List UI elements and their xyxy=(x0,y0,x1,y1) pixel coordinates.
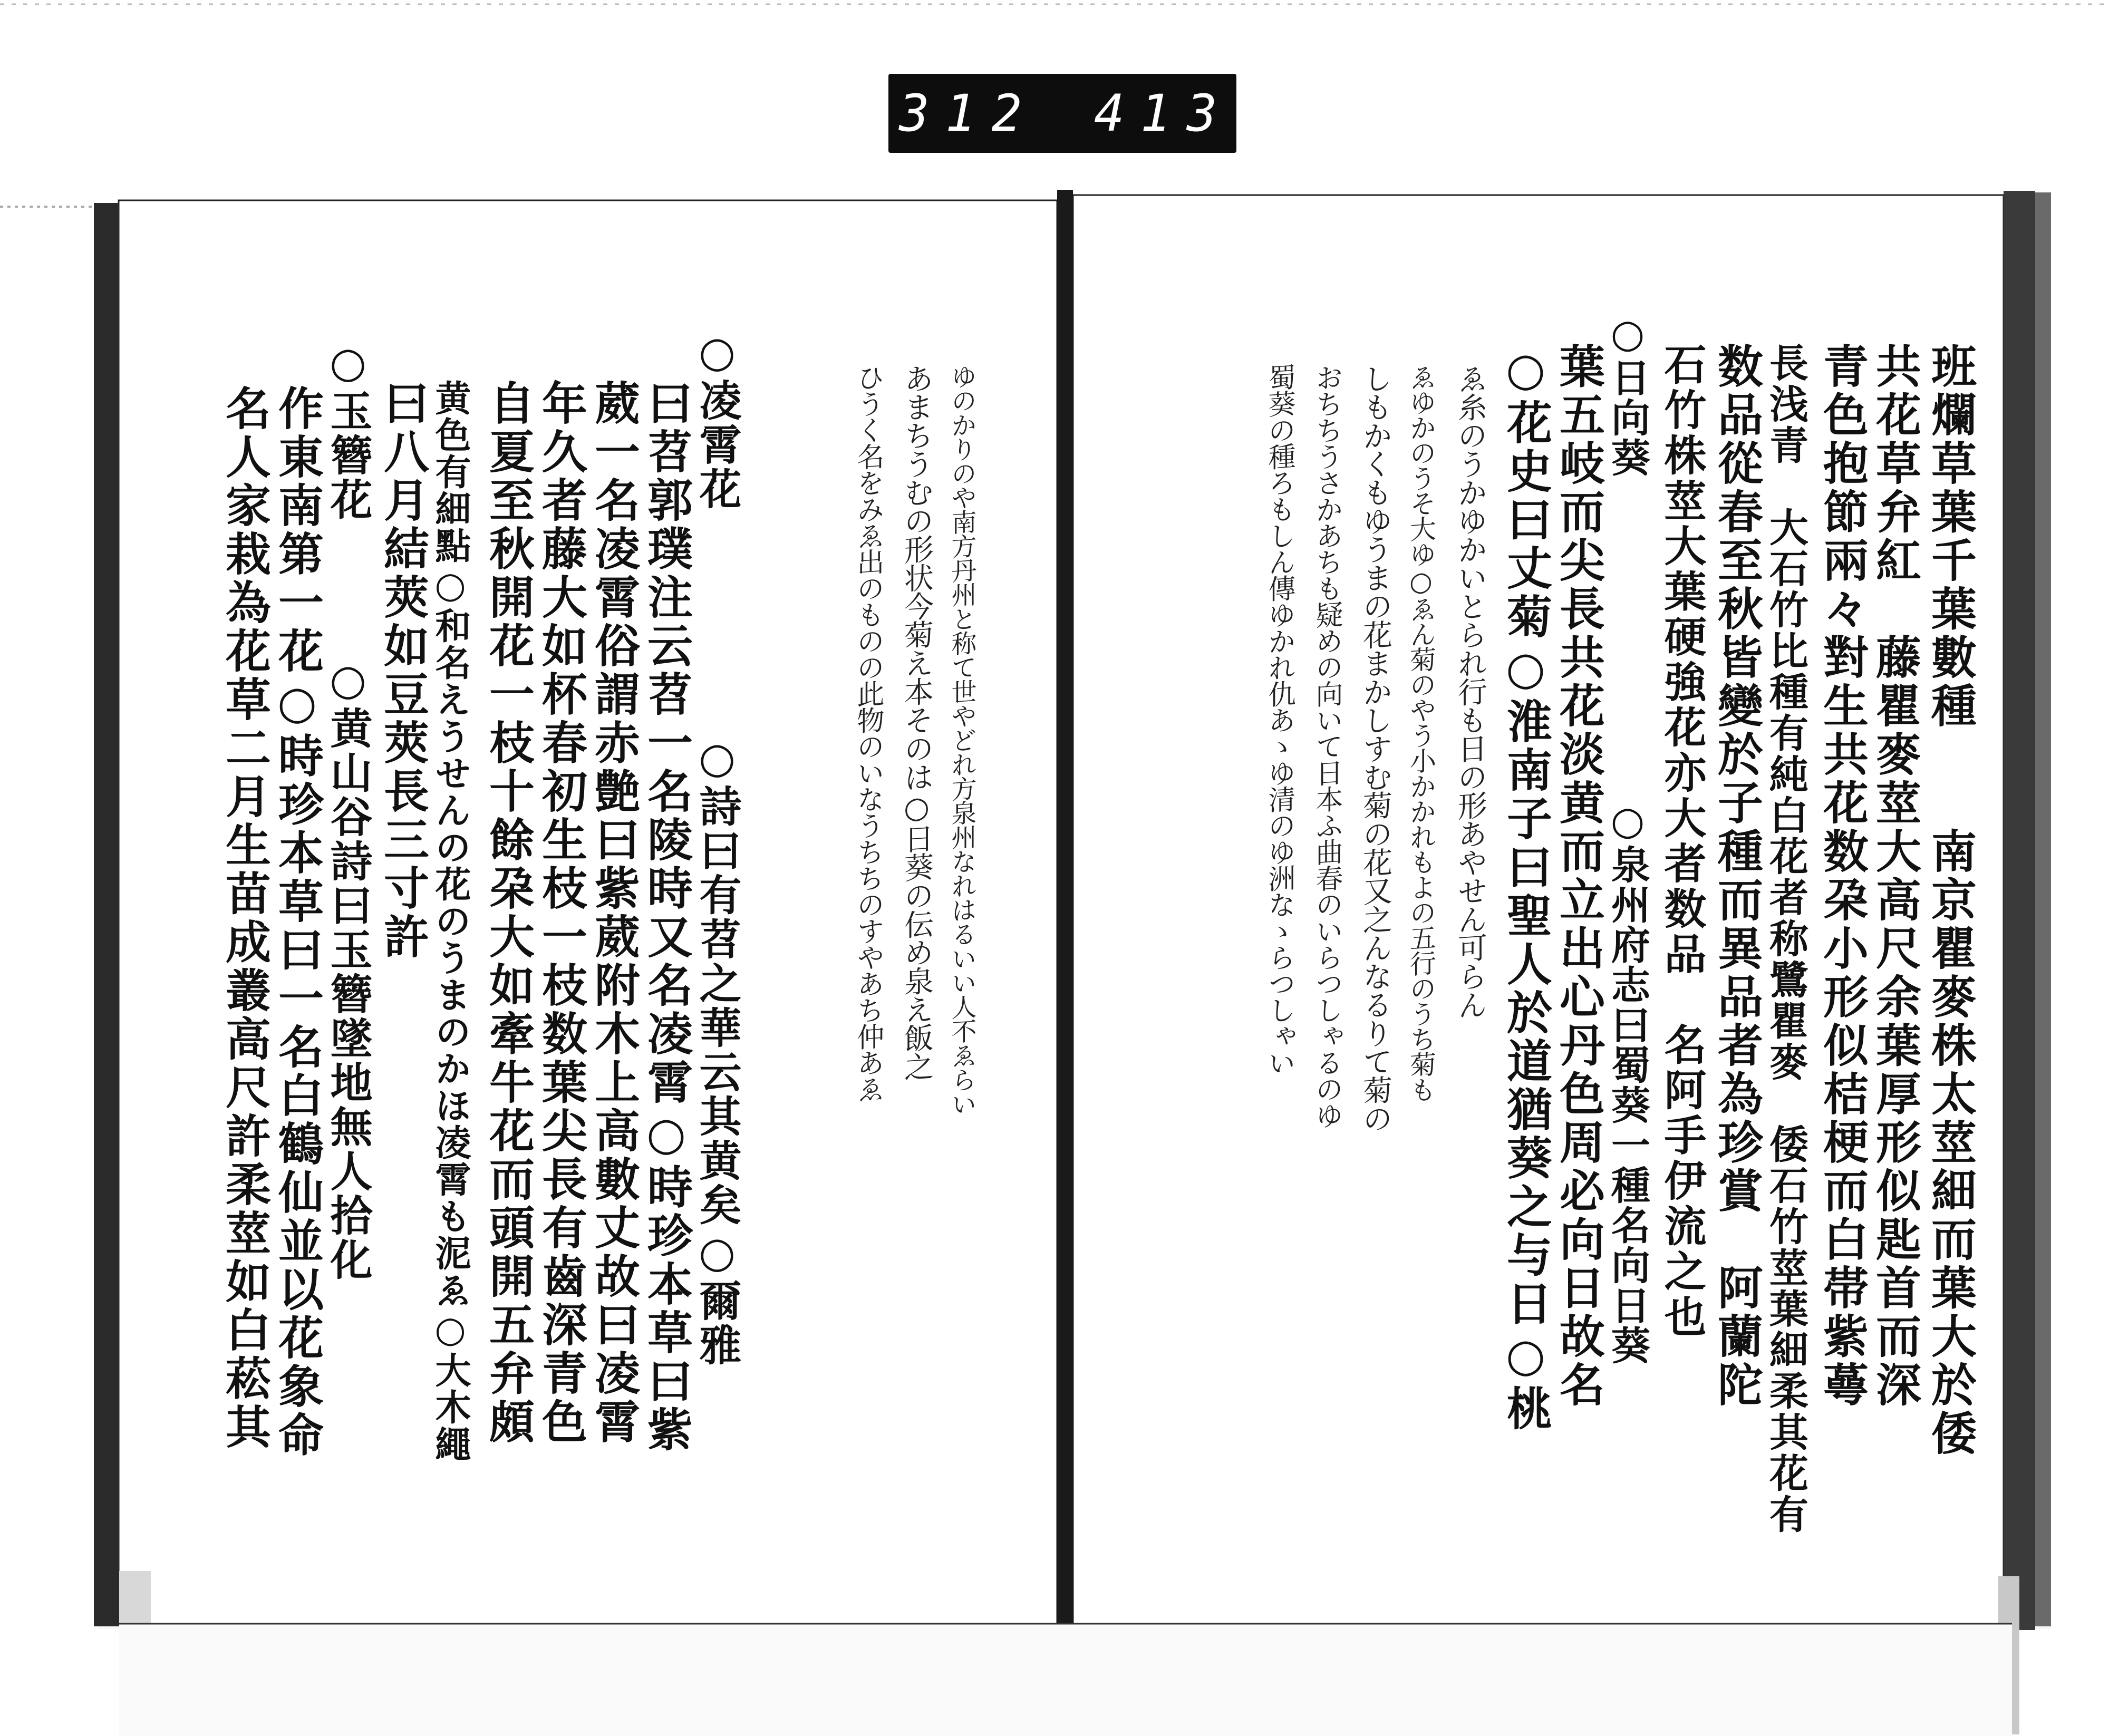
text-column: 葳一名凌霄俗謂赤艶曰紫葳附木上高數丈故曰凌霄 xyxy=(587,380,640,1447)
script-column: 蜀葵の種ろもしん傳ゆかれ仇あゝゆ清のゆ洲なゝらつしゃい xyxy=(1263,362,1295,1077)
script-column: ゑゆかのうそ大ゆ○ゑん菊のやう小かかれもよの五行のうち菊も xyxy=(1406,362,1436,1103)
text-column: 曰八月結莢如豆莢長三寸許 xyxy=(376,380,429,962)
text-column: 自夏至秋開花一枝十餘朶大如牽牛花而頭開五弁頗 xyxy=(481,380,535,1447)
text-column: 長浅青 大石竹比種有純白花者称鷺瞿麥 倭石竹莖葉細柔其花有 xyxy=(1763,343,1808,1535)
text-column: ○玉簪花 ○黄山谷詩曰玉簪墜地無人拾化 xyxy=(323,337,373,1282)
text-column: 数品從春至秋皆變於子種而異品者為珍賞 阿蘭陀 xyxy=(1710,343,1763,1410)
left-page-text xyxy=(137,206,1044,1618)
script-column: あまちうむの形状今菊え本そのは○日葵の伝め泉え飯之 xyxy=(899,362,934,1082)
left-page-number: 312 xyxy=(899,84,1038,143)
script-column: しもかくもゆうまの花まかしすむ菊の花又之んなるりて菊の xyxy=(1358,362,1392,1134)
script-column: ひうく名をみゑ出のものの此物のいなうちちのすやあち仲あゑ xyxy=(852,362,884,1103)
text-column: 班爛草葉千葉數種 南京瞿麥株太莖細而葉大於倭 xyxy=(1923,343,1977,1458)
text-column: 葉五岐而尖長共花淡黄而立出心丹色周必向日故名 xyxy=(1552,343,1605,1410)
text-column: ○花史曰丈菊○淮南子曰聖人於道猶葵之与日○桃 xyxy=(1499,343,1552,1433)
page-number-label xyxy=(888,74,1280,153)
text-column: 青色抱節兩々對生共花数朶小形似桔梗而白帯紫蕚 xyxy=(1815,343,1869,1410)
script-column: ゑ糸のうかゆかいとられ行も日の形あやせん可らん xyxy=(1453,362,1487,1020)
script-column: ゆのかりのや南方丹州と称て世やどれ方泉州なれはるいい人不ゑらい xyxy=(947,363,976,1117)
text-column: 黄色有細點○和名えうせんの花のうまのかほ凌霄も泥ゑ○大木繩 xyxy=(429,380,471,1462)
text-column: 作東南第一花○時珍本草曰一名白鶴仙並以花象命 xyxy=(270,385,324,1460)
text-column: 曰苕郭璞注云苕一名陵時又名凌霄○時珍本草曰紫 xyxy=(640,380,693,1454)
right-page-text xyxy=(1097,206,1993,1618)
text-column: 石竹株莖大葉硬強花亦大者数品 名阿手伊流之也 xyxy=(1657,343,1707,1340)
text-column: 共花草弁紅 藤瞿麥莖大高尺余葉厚形似匙首而深 xyxy=(1868,343,1921,1410)
right-page-number: 413. xyxy=(1094,84,1280,143)
book-gutter xyxy=(1057,190,1073,1734)
text-column: ○日向葵 ○泉州府志曰蜀葵一種名向日葵 xyxy=(1605,311,1650,1365)
text-column: 名人家栽為花草二月生苗成叢高尺許柔莖如白菘其 xyxy=(218,385,271,1452)
script-column: おちちうさかあちも疑めの向いて日本ふ曲春のいらつしゃるのゆ xyxy=(1311,362,1342,1130)
text-column: ○凌霄花 ○詩曰有苕之華云其黄矣○爾雅 xyxy=(692,327,742,1368)
text-column: 年久者藤大如杯春初生枝一枝数葉尖長有齒深青色 xyxy=(534,380,587,1447)
